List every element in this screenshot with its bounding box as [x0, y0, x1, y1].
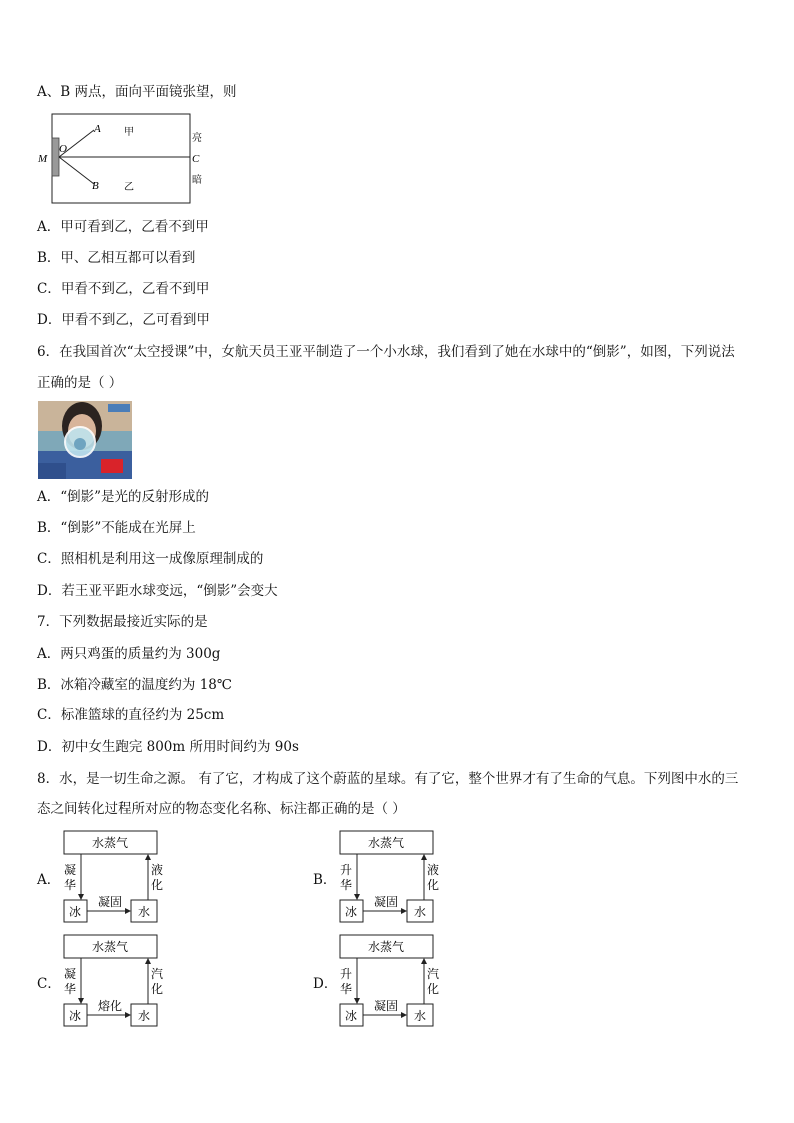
- q5-option-d: D．甲看不到乙，乙可看到甲: [37, 312, 210, 328]
- up-label-2: 化: [151, 982, 164, 996]
- water-text: 水: [137, 905, 151, 919]
- ice-text: 冰: [344, 1009, 358, 1023]
- q5-option-a: A．甲可看到乙，乙看不到甲: [37, 219, 209, 235]
- dark-label: 暗: [192, 175, 202, 186]
- water-text: 水: [413, 905, 427, 919]
- bright-label: 亮: [192, 133, 202, 144]
- q8-stem-line2: 态之间转化过程所对应的物态变化名称、标注都正确的是（ ）: [37, 801, 406, 817]
- diagram-c-label: C．: [37, 976, 61, 992]
- q6-stem-line1: 6．在我国首次“太空授课”中，女航天员王亚平制造了一个小水球，我们看到了她在水球中的“倒影”，如图，下列说法: [37, 344, 735, 360]
- state-diagram-c: [37, 934, 167, 1029]
- q5-stem: A、B 两点，面向平面镜张望，则: [37, 84, 237, 100]
- q8-stem-line1: 8．水，是一切生命之源。 有了它，才构成了这个蔚蓝的星球。有了它，整个世界才有了生命的气息。下列图中水的三: [37, 771, 739, 787]
- jia-label: 甲: [124, 127, 134, 138]
- ice-text: 冰: [344, 905, 358, 919]
- q6-option-d: D．若王亚平距水球变远，“倒影”会变大: [37, 583, 278, 599]
- down-label-1: 凝: [63, 863, 77, 877]
- q5-option-b: B．甲、乙相互都可以看到: [37, 250, 196, 266]
- point-c-label: C: [192, 153, 200, 165]
- vapor-text: 水蒸气: [91, 836, 129, 850]
- down-label-1: 升: [339, 863, 353, 877]
- vapor-text: 水蒸气: [367, 940, 405, 954]
- diagram-a-label: A．: [37, 872, 61, 888]
- point-m-label: M: [38, 153, 48, 165]
- down-label-1: 凝: [63, 967, 77, 981]
- bottom-label: 熔化: [97, 999, 123, 1013]
- water-text: 水: [137, 1009, 151, 1023]
- bottom-label: 凝固: [373, 999, 399, 1013]
- vapor-text: 水蒸气: [367, 836, 405, 850]
- q5-option-c: C．甲看不到乙，乙看不到甲: [37, 281, 210, 297]
- ice-text: 冰: [68, 905, 82, 919]
- q7-option-d: D．初中女生跑完 800m 所用时间约为 90s: [37, 739, 299, 755]
- mirror-diagram: [36, 112, 208, 207]
- diagram-frame: [52, 114, 190, 203]
- up-label-1: 液: [427, 863, 440, 877]
- diagram-d-label: D．: [313, 976, 338, 992]
- up-label-2: 化: [151, 878, 164, 892]
- plane-mirror: [52, 138, 59, 176]
- yi-label: 乙: [124, 182, 134, 193]
- down-label-2: 华: [339, 982, 353, 996]
- up-label-2: 化: [427, 878, 440, 892]
- down-label-1: 升: [339, 967, 353, 981]
- state-diagram-d: [313, 934, 443, 1029]
- down-label-2: 华: [339, 878, 353, 892]
- water-text: 水: [413, 1009, 427, 1023]
- q6-stem-line2: 正确的是（ ）: [37, 375, 123, 391]
- down-label-2: 华: [63, 982, 77, 996]
- state-diagram-a: [37, 830, 167, 925]
- astronaut-water-ball-photo: [38, 401, 132, 479]
- ice-text: 冰: [68, 1009, 82, 1023]
- vapor-text: 水蒸气: [91, 940, 129, 954]
- q7-option-a: A．两只鸡蛋的质量约为 300g: [37, 646, 221, 662]
- q6-option-a: A．“倒影”是光的反射形成的: [37, 489, 210, 505]
- bottom-label: 凝固: [373, 895, 399, 909]
- point-a-label: A: [94, 123, 101, 135]
- q7-option-b: B．冰箱冷藏室的温度约为 18℃: [37, 677, 232, 693]
- bottom-label: 凝固: [97, 895, 123, 909]
- line-ob: [59, 157, 94, 184]
- q6-option-b: B．“倒影”不能成在光屏上: [37, 520, 196, 536]
- state-diagram-b: [313, 830, 443, 925]
- q7-stem: 7．下列数据最接近实际的是: [37, 614, 208, 630]
- down-label-2: 华: [63, 878, 77, 892]
- up-label-1: 液: [151, 863, 164, 877]
- up-label-1: 汽: [427, 967, 440, 981]
- up-label-1: 汽: [151, 967, 164, 981]
- point-o-label: O: [59, 143, 67, 155]
- point-b-label: B: [92, 180, 99, 192]
- q6-option-c: C．照相机是利用这一成像原理制成的: [37, 551, 264, 567]
- q7-option-c: C．标准篮球的直径约为 25cm: [37, 707, 225, 723]
- diagram-b-label: B．: [313, 872, 337, 888]
- up-label-2: 化: [427, 982, 440, 996]
